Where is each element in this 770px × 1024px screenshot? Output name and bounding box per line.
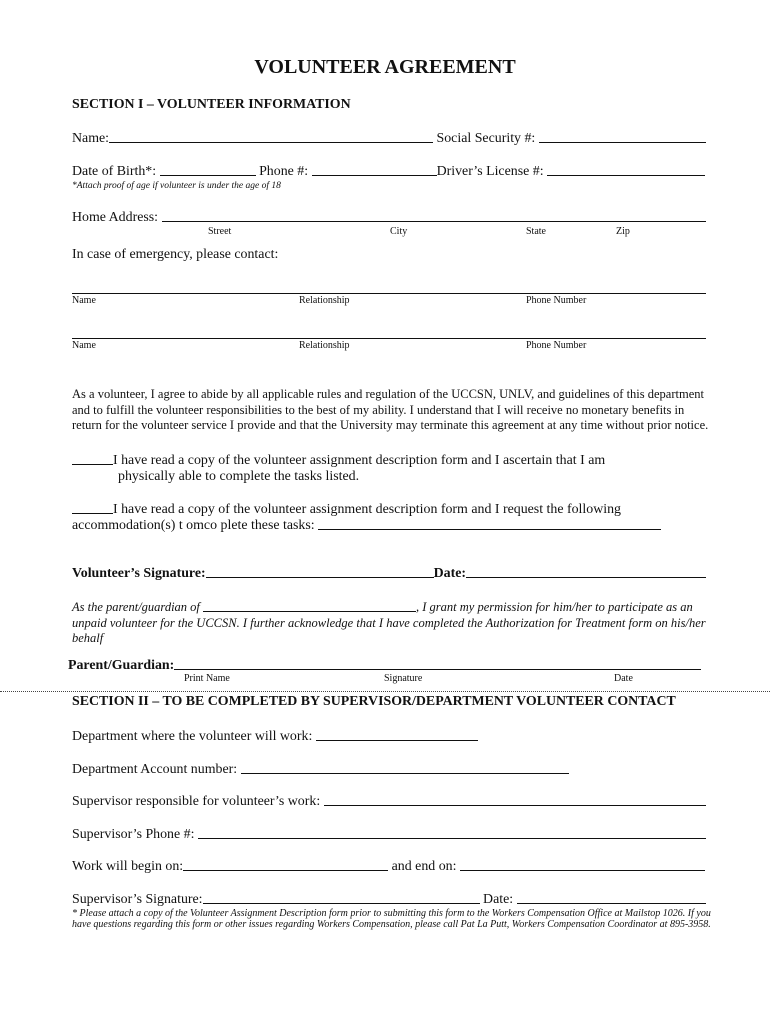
name-field[interactable]: [109, 141, 433, 143]
emergency-contact-2-field[interactable]: [72, 338, 706, 339]
accommodation-field[interactable]: [318, 528, 661, 530]
dob-row: [72, 164, 705, 180]
dob-label: Date of Birth*:: [72, 164, 157, 179]
volunteer-signature-label: Volunteer’s Signature:: [72, 566, 206, 581]
guardian-consent-rest: , I grant my permission for him/her to participate as an: [416, 600, 693, 614]
minor-name-field[interactable]: [203, 610, 416, 612]
department-label: Department where the volunteer will work:: [72, 729, 313, 744]
guardian-print-name-label: Print Name: [184, 673, 230, 684]
guardian-label: Parent/Guardian:: [68, 658, 175, 673]
emergency-1-phone-label: Phone Number: [526, 295, 587, 306]
supervisor-date-label: Date:: [483, 892, 514, 907]
address-field[interactable]: [162, 220, 706, 222]
emergency-contact-1-field[interactable]: [72, 293, 706, 294]
footnote-line: have questions regarding this form or other issues regarding Workers Compensation, please call Pat La Putt, Workers Compensation Coordinator at 895-3958.: [72, 919, 711, 930]
supervisor-phone-field[interactable]: [198, 837, 706, 839]
phone-label: Phone #:: [259, 164, 309, 179]
supervisor-row: [72, 794, 706, 810]
address-zip-label: Zip: [616, 226, 630, 237]
end-label: and end on:: [391, 859, 457, 874]
address-row: [72, 210, 706, 226]
name-label: Name:: [72, 131, 110, 146]
guardian-consent-prefix: As the parent/guardian of: [72, 600, 200, 614]
emergency-2-name-label: Name: [72, 340, 96, 351]
accommodation-statement-row: [72, 502, 621, 518]
accommodation-row: [72, 518, 661, 534]
agreement-line: and to fulfill the volunteer responsibilities to the best of my ability. I understand that I will receive no monetary benefits in: [72, 402, 685, 417]
address-label: Home Address:: [72, 210, 159, 225]
age-proof-note: *Attach proof of age if volunteer is under the age of 18: [72, 181, 281, 191]
supervisor-label: Supervisor responsible for volunteer’s work:: [72, 794, 321, 809]
work-dates-row: [72, 859, 705, 875]
department-row: [72, 729, 478, 745]
ssn-field[interactable]: [539, 141, 706, 143]
supervisor-signature-label: Supervisor’s Signature:: [72, 892, 203, 907]
section-1-heading: SECTION I – VOLUNTEER INFORMATION: [72, 97, 351, 112]
name-row: [72, 131, 706, 147]
document-title: VOLUNTEER AGREEMENT: [254, 56, 516, 78]
guardian-signature-label: Signature: [384, 673, 423, 684]
guardian-consent-line: [72, 600, 706, 616]
emergency-2-phone-label: Phone Number: [526, 340, 587, 351]
volunteer-signature-row: [72, 566, 706, 582]
footnote-line: * Please attach a copy of the Volunteer Assignment Description form prior to submitting this form to the Workers Compensation Office at Mailstop 1026. If you: [72, 908, 711, 919]
agreement-line: return for the volunteer service I provide and that the University may terminate this agreement at any time without prior notice.: [72, 418, 709, 432]
supervisor-signature-row: [72, 892, 706, 908]
supervisor-signature-field[interactable]: [203, 902, 480, 904]
ability-statement-text: I have read a copy of the volunteer assignment description form and I ascertain that I am: [113, 453, 606, 468]
guardian-row: [68, 658, 701, 674]
guardian-date-label: Date: [614, 673, 633, 684]
volunteer-date-field[interactable]: [466, 576, 706, 578]
emergency-1-name-label: Name: [72, 295, 96, 306]
emergency-1-relationship-label: Relationship: [299, 295, 350, 306]
account-label: Department Account number:: [72, 762, 238, 777]
emergency-prompt: In case of emergency, please contact:: [72, 247, 279, 262]
account-field[interactable]: [241, 772, 569, 774]
supervisor-phone-label: Supervisor’s Phone #:: [72, 827, 195, 842]
footnote: [72, 908, 711, 930]
begin-label: Work will begin on:: [72, 859, 184, 874]
license-label: Driver’s License #:: [436, 164, 544, 179]
volunteer-date-label: Date:: [433, 566, 467, 581]
agreement-line: As a volunteer, I agree to abide by all applicable rules and regulation of the UCCSN, UNLV, and guidelines of this department: [72, 387, 704, 401]
begin-date-field[interactable]: [183, 869, 388, 871]
department-field[interactable]: [316, 739, 478, 741]
section-divider: [0, 691, 770, 692]
ability-statement-continued: physically able to complete the tasks listed.: [118, 469, 360, 484]
emergency-2-relationship-label: Relationship: [299, 340, 350, 351]
volunteer-signature-field[interactable]: [206, 576, 434, 578]
address-street-label: Street: [208, 226, 232, 237]
address-state-label: State: [526, 226, 546, 237]
accommodation-label: accommodation(s) t omco plete these tasks:: [72, 518, 315, 533]
supervisor-date-field[interactable]: [517, 902, 706, 904]
license-field[interactable]: [547, 174, 705, 176]
section-2-heading: SECTION II – TO BE COMPLETED BY SUPERVISOR/DEPARTMENT VOLUNTEER CONTACT: [72, 694, 676, 709]
dob-field[interactable]: [160, 174, 256, 176]
supervisor-phone-row: [72, 827, 706, 843]
guardian-consent-line: unpaid volunteer for the UCCSN. I further acknowledge that I have completed the Authorization for Treatment form on his/her: [72, 615, 706, 630]
accommodation-statement-text: I have read a copy of the volunteer assignment description form and I request the following: [113, 502, 622, 517]
supervisor-field[interactable]: [324, 804, 706, 806]
guardian-consent-paragraph: [72, 600, 706, 647]
address-city-label: City: [390, 226, 408, 237]
ssn-label: Social Security #:: [436, 131, 536, 146]
agreement-paragraph: [72, 387, 708, 434]
end-date-field[interactable]: [460, 869, 705, 871]
phone-field[interactable]: [312, 174, 437, 176]
ability-statement-row: [72, 453, 605, 469]
account-row: [72, 762, 569, 778]
guardian-consent-line: behalf: [72, 631, 104, 645]
ability-initials-field[interactable]: [72, 463, 113, 465]
guardian-signature-field[interactable]: [174, 668, 701, 670]
accommodation-initials-field[interactable]: [72, 512, 113, 514]
